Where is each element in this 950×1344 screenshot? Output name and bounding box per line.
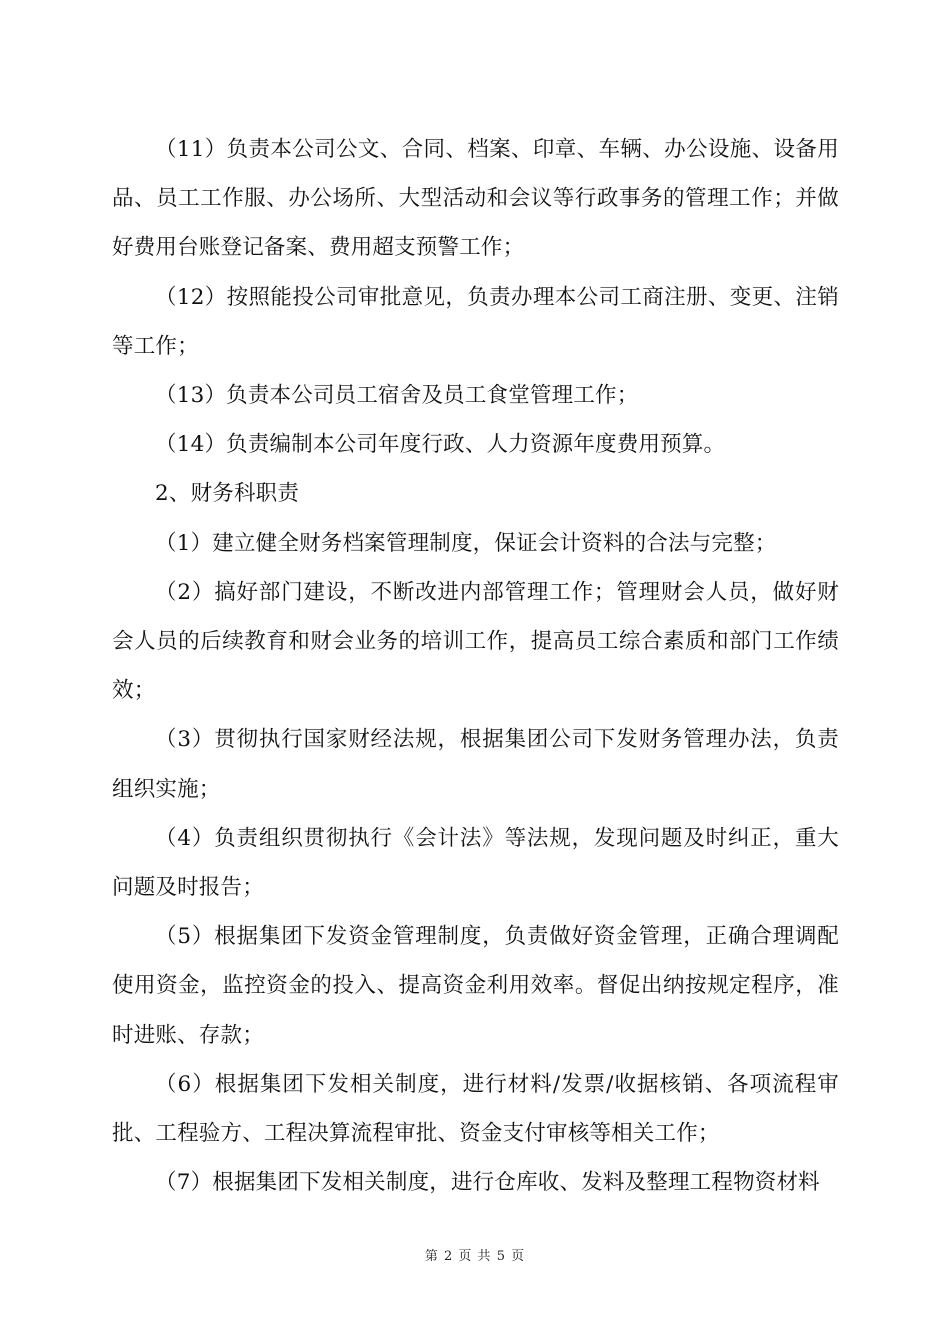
document-body — [112, 125, 839, 1207]
paragraph-12: （12）按照能投公司审批意见，负责办理本公司工商注册、变更、注销等工作； — [112, 284, 839, 359]
paragraph-11: （11）负责本公司公文、合同、档案、印章、车辆、办公设施、设备用品、员工工作服、办公场所、大型活动和会议等行政事务的管理工作；并做好费用台账登记备案、费用超支预警工作； — [112, 137, 839, 261]
section-heading-finance: 2、财务科职责 — [155, 481, 300, 507]
finance-item-3: （3）贯彻执行国家财经法规，根据集团公司下发财务管理办法，负责组织实施； — [112, 727, 839, 802]
paragraph-13: （13）负责本公司员工宿舍及员工食堂管理工作； — [155, 383, 639, 409]
page-footer: 第 2 页 共 5 页 — [424, 1249, 526, 1264]
finance-item-6: （6）根据集团下发相关制度，进行材料/发票/收据核销、各项流程审批、工程验方、工程决算流程审批、资金支付审核等相关工作； — [112, 1071, 839, 1147]
paragraph-14: （14）负责编制本公司年度行政、人力资源年度费用预算。 — [155, 432, 726, 458]
finance-item-4: （4）负责组织贯彻执行《会计法》等法规，发现问题及时纠正，重大问题及时报告； — [112, 825, 839, 901]
finance-item-1: （1）建立健全财务档案管理制度，保证会计资料的合法与完整； — [155, 530, 777, 556]
finance-item-2: （2）搞好部门建设，不断改进内部管理工作；管理财会人员，做好财会人员的后续教育和财会业务的培训工作，提高员工综合素质和部门工作绩效； — [112, 579, 839, 704]
finance-item-5: （5）根据集团下发资金管理制度，负责做好资金管理，正确合理调配使用资金，监控资金的投入、提高资金利用效率。督促出纳按规定程序，准时进账、存款； — [112, 924, 839, 1048]
finance-item-7: （7）根据集团下发相关制度，进行仓库收、发料及整理工程物资材料 — [155, 1170, 820, 1196]
